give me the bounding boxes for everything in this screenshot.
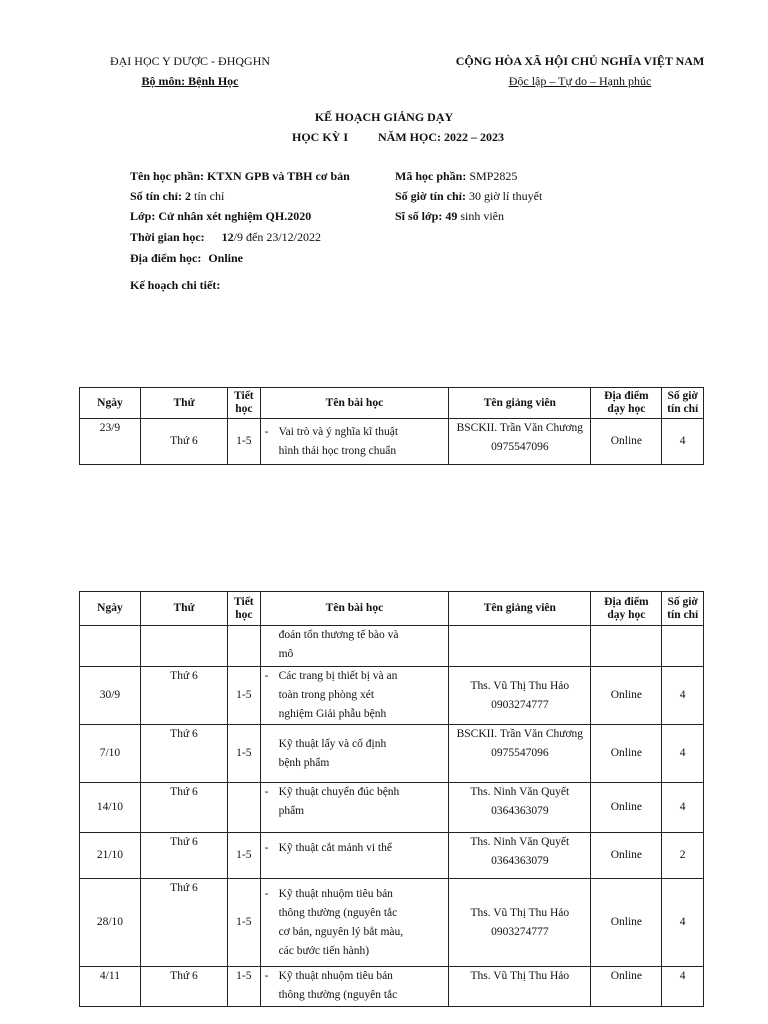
national-motto: Độc lập – Tự do – Hạnh phúc [508,74,652,88]
col-lesson-header: Tên bài học [260,592,449,626]
weekday-cell: Thứ 6 [140,783,227,833]
date-cell: 23/9 [80,419,141,465]
period-cell: 1-5 [228,725,260,783]
table-row [80,626,704,667]
table-header-row [80,592,704,626]
hours-line [395,189,542,204]
class-size-unit: sinh viên [460,209,504,223]
class-size-number: 49 [445,209,458,223]
detail-plan-label: Kế hoạch chi tiết: [130,278,221,292]
hours-cell: 4 [662,879,704,967]
weekday-cell: Thứ 6 [140,879,227,967]
lecturer-cell: Ths. Ninh Văn Quyết 0364363079 [449,833,591,879]
lesson-cell: - Kỹ thuật nhuộm tiêu bản thông thường (nguyên tắc [260,967,449,1007]
lecturer-cell: Ths. Ninh Văn Quyết 0364363079 [449,783,591,833]
school-year-label: NĂM HỌC: 2022 – 2023 [378,130,504,144]
place-cell: Online [591,833,662,879]
course-code-line [395,169,517,184]
col-weekday-header: Thứ [140,592,227,626]
class-value: Cử nhân xét nghiệm QH.2020 [158,209,312,223]
class-label: Lớp: [130,209,156,223]
table-header-row [80,388,704,419]
lesson-cell: - Kỹ thuật chuyển đúc bệnh phẩm [260,783,449,833]
time-start: 12 [221,230,234,244]
date-cell: 7/10 [80,725,141,783]
place-cell: Online [591,667,662,725]
period-cell: 1-5 [228,419,260,465]
class-size-label: Sĩ số lớp: [395,209,443,223]
country-name: CỘNG HÒA XÃ HỘI CHỦ NGHĨA VIỆT NAM [455,54,705,68]
col-hours-header: Số giờ tín chỉ [662,388,704,419]
lesson-cell: đoán tổn thương tế bào và mô [260,626,449,667]
weekday-cell: Thứ 6 [140,725,227,783]
col-date-header: Ngày [80,592,141,626]
lecturer-cell: Ths. Vũ Thị Thu Hảo 0903274777 [449,879,591,967]
col-period-header: Tiết học [228,388,260,419]
lesson-cell: - Các trang bị thiết bị và an toàn trong phòng xét nghiệm Giải phẫu bệnh [260,667,449,725]
col-date-header: Ngày [80,388,141,419]
period-cell: 1-5 [228,833,260,879]
table-row [80,667,704,725]
col-place-header: Địa điểm dạy học [591,592,662,626]
department-name: Bộ môn: Bệnh Học [141,74,239,88]
weekday-cell: Thứ 6 [140,419,227,465]
course-code-label: Mã học phần: [395,169,467,183]
course-code-value: SMP2825 [469,169,518,183]
lesson-cell: Kỹ thuật lấy và cố định bệnh phẩm [260,725,449,783]
place-cell: Online [591,967,662,1007]
lecturer-cell: Ths. Vũ Thị Thu Hảo [449,967,591,1007]
place-cell: Online [591,783,662,833]
col-period-header: Tiết học [228,592,260,626]
credits-unit: tín chỉ [194,189,225,203]
semester-label: HỌC KỲ I [292,130,349,144]
hours-cell: 4 [662,725,704,783]
credits-line [130,189,224,204]
document-title: KẾ HOẠCH GIẢNG DẠY [314,110,454,124]
schedule-table-2 [79,591,704,1007]
location-line [130,251,243,266]
hours-cell: 4 [662,967,704,1007]
place-cell: Online [591,725,662,783]
date-cell: 21/10 [80,833,141,879]
period-cell: 1-5 [228,667,260,725]
lesson-cell: - Kỹ thuật nhuộm tiêu bản thông thường (nguyên tắc cơ bản, nguyên lý bắt màu, các bước tiến hành) [260,879,449,967]
credits-value: 2 [185,189,192,203]
credits-label: Số tín chỉ: [130,189,183,203]
lecturer-cell: Ths. Vũ Thị Thu Hảo 0903274777 [449,667,591,725]
hours-value: 30 giờ lí thuyết [469,189,543,203]
weekday-cell: Thứ 6 [140,667,227,725]
time-label: Thời gian học: [130,230,205,244]
table-row [80,833,704,879]
hours-cell: 4 [662,667,704,725]
class-line [130,209,311,224]
lesson-cell: - Kỹ thuật cắt mảnh vi thể [260,833,449,879]
col-lesson-header: Tên bài học [260,388,449,419]
date-cell: 14/10 [80,783,141,833]
weekday-cell: Thứ 6 [140,967,227,1007]
col-weekday-header: Thứ [140,388,227,419]
weekday-cell: Thứ 6 [140,833,227,879]
table-row [80,419,704,465]
period-cell: 1-5 [228,967,260,1007]
date-cell: 28/10 [80,879,141,967]
table-row [80,783,704,833]
col-hours-header: Số giờ tín chỉ [662,592,704,626]
table-row [80,967,704,1007]
detail-plan-line [130,278,220,293]
date-cell: 4/11 [80,967,141,1007]
col-place-header: Địa điểm dạy học [591,388,662,419]
location-label: Địa điểm học: [130,251,202,265]
hours-cell: 4 [662,783,704,833]
col-lecturer-header: Tên giảng viên [449,592,591,626]
hours-label: Số giờ tín chỉ: [395,189,466,203]
time-range: /9 đến 23/12/2022 [233,230,321,244]
table-row [80,725,704,783]
place-cell: Online [591,879,662,967]
course-name-value: KTXN GPB và TBH cơ bản [207,169,350,183]
lesson-cell: - Vai trò và ý nghĩa kĩ thuật hình thái học trong chuẩn [260,419,449,465]
location-value: Online [208,251,244,265]
course-name-line [130,169,350,184]
table-row [80,879,704,967]
class-size-line [395,209,504,224]
time-line [130,230,321,245]
date-cell: 30/9 [80,667,141,725]
course-name-label: Tên học phần: [130,169,205,183]
period-cell: 1-5 [228,879,260,967]
lecturer-cell: BSCKII. Trần Văn Chương 0975547096 [449,725,591,783]
university-name: ĐẠI HỌC Y DƯỢC - ĐHQGHN [109,54,271,68]
place-cell: Online [591,419,662,465]
hours-cell: 2 [662,833,704,879]
lecturer-cell: BSCKII. Trần Văn Chương 0975547096 [449,419,591,465]
schedule-table-1 [79,387,704,465]
col-lecturer-header: Tên giảng viên [449,388,591,419]
period-cell [228,783,260,833]
hours-cell: 4 [662,419,704,465]
